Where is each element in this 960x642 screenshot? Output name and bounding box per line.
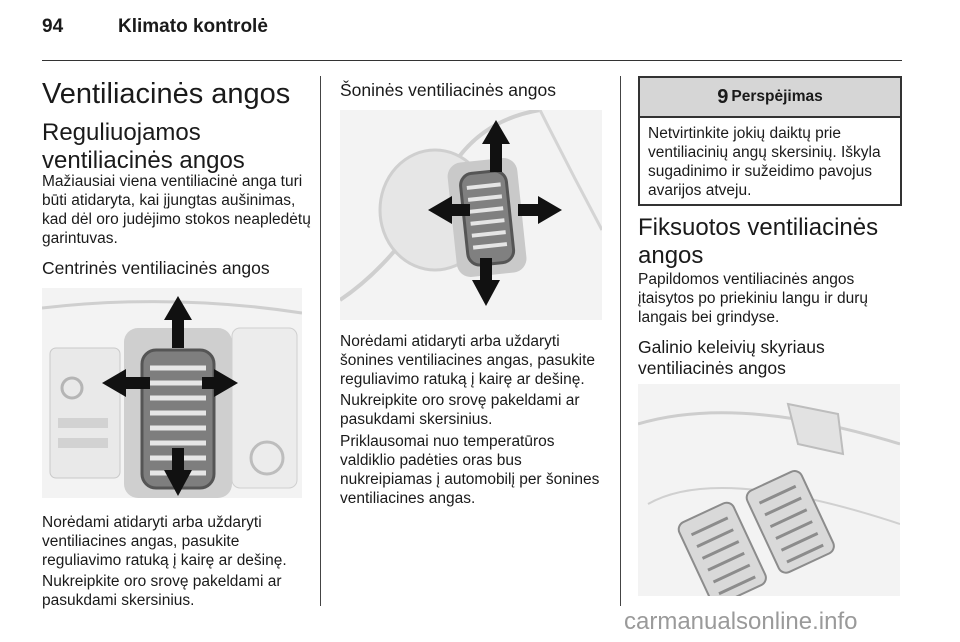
side-vents-paragraph-2: Nukreipkite oro srovę pakeldami ar pasukdami skersinius. bbox=[340, 392, 580, 428]
column-divider-1 bbox=[320, 76, 321, 606]
center-vents-paragraph-2: Nukreipkite oro srovę pakeldami ar pasukdami skersinius. bbox=[42, 573, 282, 609]
center-vents-illustration bbox=[42, 288, 302, 498]
chapter-title: Klimato kontrolė bbox=[118, 16, 268, 37]
side-vents-illustration bbox=[340, 110, 602, 320]
warning-title: Perspėjimas bbox=[731, 88, 823, 105]
warning-header bbox=[640, 78, 900, 118]
center-vents-heading: Centrinės ventiliacinės angos bbox=[42, 258, 270, 278]
subsection-title: Reguliuojamos ventiliacinės angos bbox=[42, 119, 245, 174]
rear-vents-drawing bbox=[638, 384, 900, 596]
fixed-vents-heading: Fiksuotos ventiliacinės angos bbox=[638, 214, 879, 269]
watermark: carmanualsonline.info bbox=[624, 608, 858, 635]
side-vents-paragraph-3: Priklausomai nuo temperatūros valdiklio padėties oras bus nukreipiamas į automobilį per šonines ventiliacines angas. bbox=[340, 433, 600, 507]
side-vents-heading: Šoninės ventiliacinės angos bbox=[340, 80, 556, 100]
column-divider-2 bbox=[620, 76, 621, 606]
rear-vents-heading: Galinio keleivių skyriaus ventiliacinės angos bbox=[638, 337, 825, 378]
center-vents-paragraph-1: Norėdami atidaryti arba uždaryti ventiliacines angas, pasukite reguliavimo ratuką į kairę ar dešinę. bbox=[42, 514, 287, 569]
center-vents-drawing bbox=[42, 288, 302, 498]
warning-text: Netvirtinkite jokių daiktų prie ventiliacinių angų skersinių. Iškyla sugadinimo ir sužeidimo pavojus avarijos atveju. bbox=[648, 125, 881, 199]
warning-icon: 9 bbox=[717, 85, 729, 108]
header-rule bbox=[42, 60, 902, 61]
page-number: 94 bbox=[42, 16, 64, 37]
side-vents-drawing bbox=[340, 110, 602, 320]
warning-box bbox=[638, 76, 902, 206]
intro-paragraph: Mažiausiai viena ventiliacinė anga turi būti atidaryta, kai įjungtas aušinimas, kad dėl oro judėjimo stokos neapledėtų garintuvas. bbox=[42, 173, 311, 247]
fixed-vents-paragraph: Papildomos ventiliacinės angos įtaisytos po priekiniu langu ir durų langais bei grindyse. bbox=[638, 271, 869, 326]
side-vents-paragraph-1: Norėdami atidaryti arba uždaryti šonines ventiliacines angas, pasukite reguliavimo ratuką į kairę ar dešinę. bbox=[340, 333, 596, 388]
rear-vents-illustration bbox=[638, 384, 900, 596]
section-title: Ventiliacinės angos bbox=[42, 78, 291, 110]
